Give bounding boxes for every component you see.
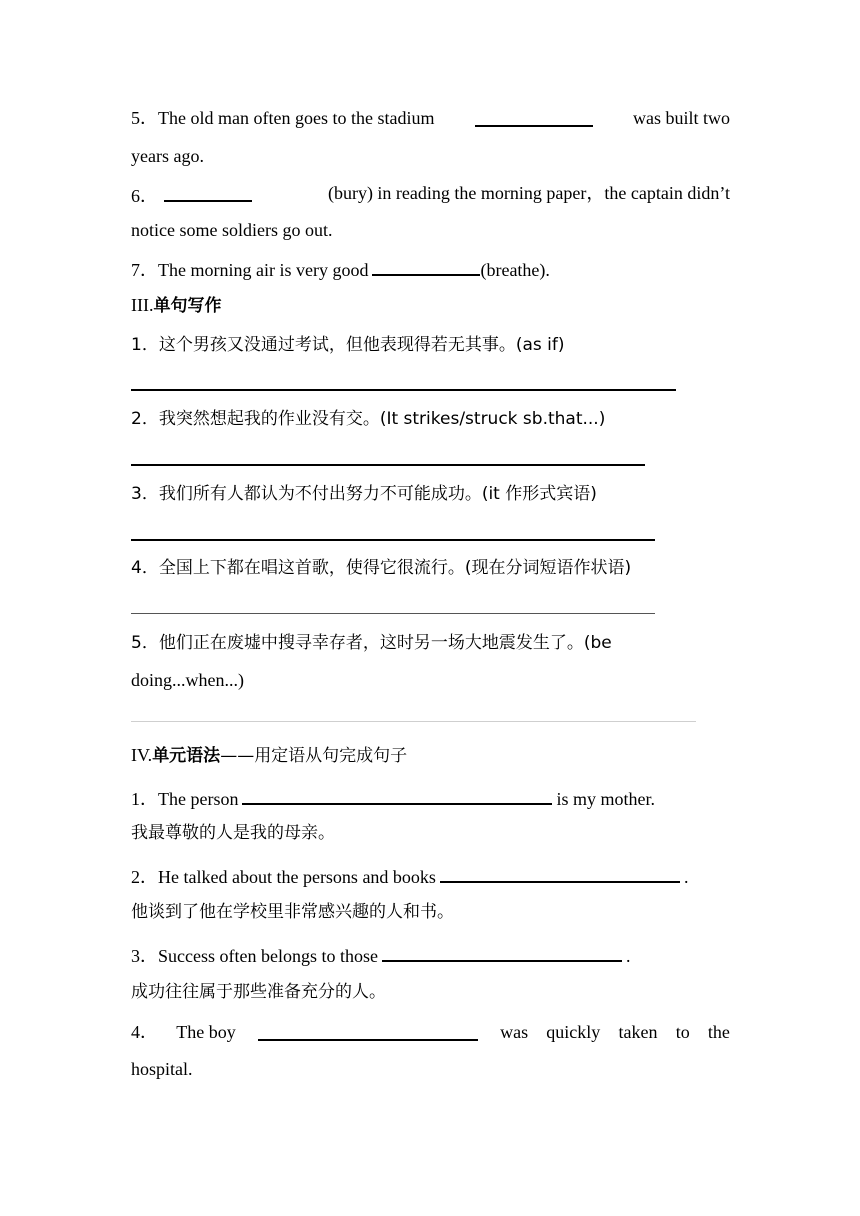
fill-item-5-cont: years ago. [131,146,204,166]
grammar-item-2-translation: 他谈到了他在学校里非常感兴趣的人和书。 [131,902,454,922]
writing-item-3: 3．我们所有人都认为不付出努力不可能成功。(it 作形式宾语) [131,484,597,504]
grammar-item-4-cont: hospital. [131,1059,193,1079]
section-title: 单元语法 [152,746,221,766]
grammar-item-1 [131,785,655,810]
grammar-item-3-text-end: . [625,946,631,966]
grammar-item-3-text: 3．Success often belongs to those [131,946,378,966]
grammar-item-4-number: 4． [131,1022,158,1042]
writing-item-4: 4．全国上下都在唱这首歌，使得它很流行。(现在分词短语作状语) [131,558,632,578]
answer-blank[interactable] [164,182,252,202]
answer-line[interactable] [131,389,676,391]
grammar-item-1-translation: 我最尊敬的人是我的母亲。 [131,823,335,843]
grammar-item-2-text: 2．He talked about the persons and books [131,867,436,887]
writing-item-5: 5．他们正在废墟中搜寻幸存者，这时另一场大地震发生了。(be [131,633,612,653]
answer-blank[interactable] [258,1021,478,1041]
section-number: IV. [131,745,153,765]
answer-line[interactable] [131,464,645,466]
grammar-item-4-text: The boy [176,1022,236,1042]
answer-line[interactable] [131,613,655,614]
grammar-item-4-word: was [500,1022,529,1042]
writing-item-1: 1．这个男孩又没通过考试，但他表现得若无其事。(as if) [131,335,565,355]
writing-item-2: 2．我突然想起我的作业没有交。(It strikes/struck sb.that...) [131,409,606,429]
grammar-item-4-word: the [707,1022,730,1042]
fill-item-7 [131,256,550,281]
fill-item-7-text-end: (breathe). [480,260,550,280]
answer-blank[interactable] [242,785,552,805]
answer-blank[interactable] [440,863,680,883]
section-heading-iii [131,294,221,317]
section-title: 单句写作 [153,296,222,316]
section-heading-iv [131,744,407,767]
section-number: III. [131,295,154,315]
grammar-item-4 [131,1021,730,1043]
answer-blank[interactable] [382,942,622,962]
grammar-item-3-translation: 成功往往属于那些准备充分的人。 [131,982,386,1002]
writing-item-5-cont: doing...when...) [131,670,244,690]
fill-item-5 [131,107,730,129]
answer-blank[interactable] [475,107,593,127]
grammar-item-4-word: taken [618,1022,658,1042]
fill-item-5-text-end: was built two [632,108,730,128]
answer-line[interactable] [131,539,655,541]
grammar-item-4-word: to [675,1022,690,1042]
fill-item-6 [131,182,730,207]
grammar-item-2 [131,863,688,888]
fill-item-5-text: 5．The old man often goes to the stadium [131,108,435,128]
fill-item-6-number: 6． [131,186,158,206]
fill-item-6-cont: notice some soldiers go out. [131,220,333,240]
grammar-item-2-text-end: . [683,867,689,887]
grammar-item-4-word: quickly [546,1022,601,1042]
answer-line[interactable] [131,721,696,722]
section-subtitle: ——用定语从句完成句子 [220,746,408,766]
grammar-item-3 [131,942,630,967]
fill-item-6-text: (bury) in reading the morning paper，the captain didn’t [327,183,730,203]
grammar-item-1-text: 1．The person [131,789,239,809]
answer-blank[interactable] [372,256,480,276]
grammar-item-1-text-end: is my mother. [556,789,655,809]
fill-item-7-text: 7．The morning air is very good [131,260,369,280]
